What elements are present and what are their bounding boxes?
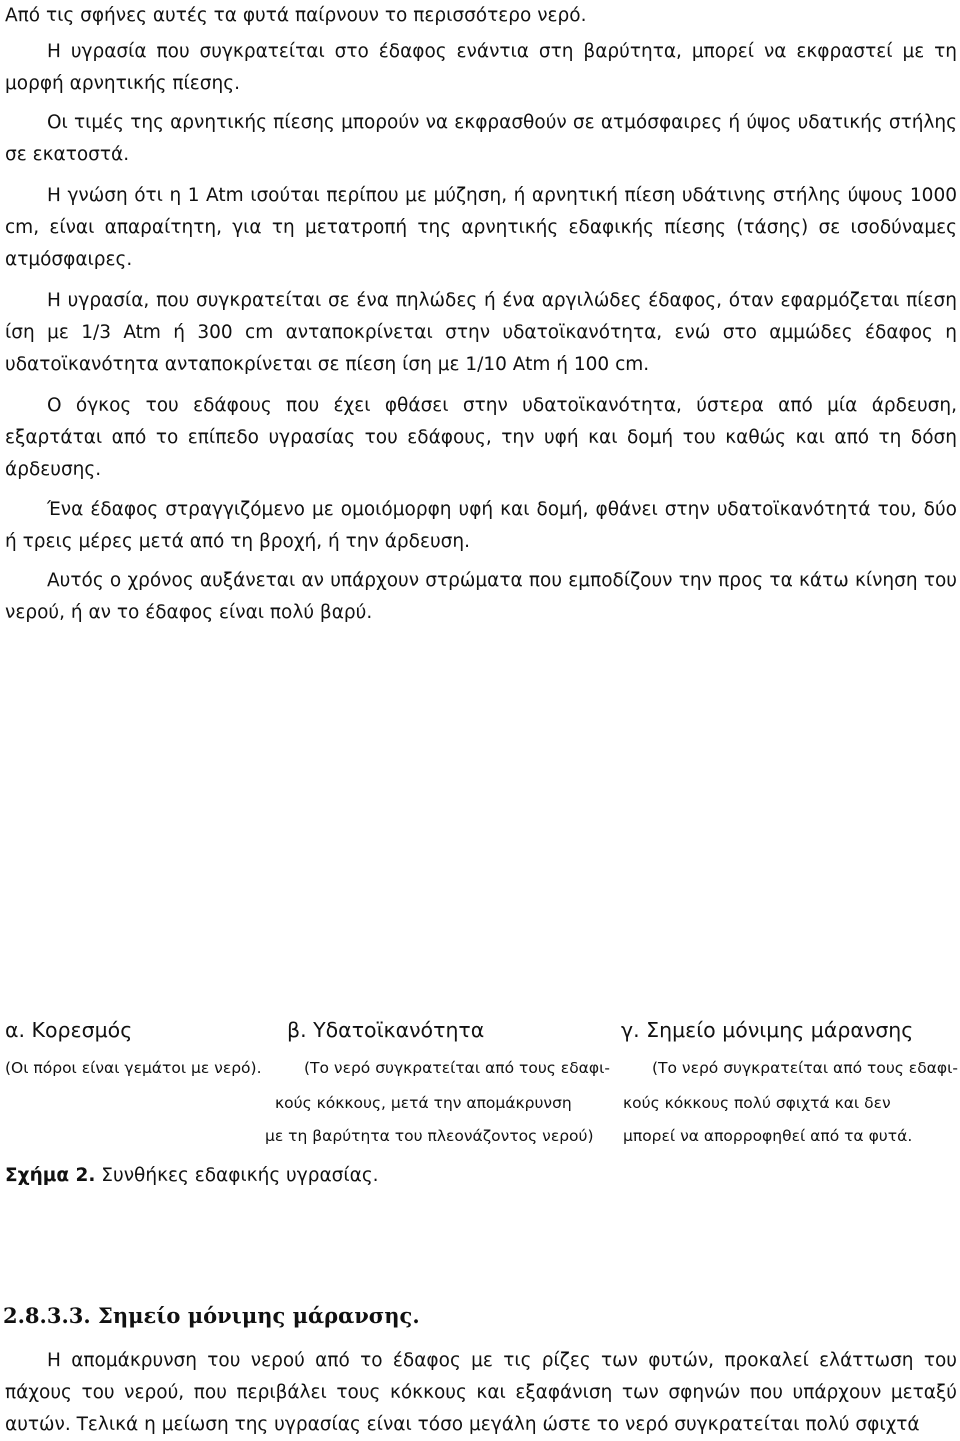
figure-caption-label: Σχήμα 2. (5, 1165, 96, 1186)
figure-panel-c-note-line: μπορεί να απορροφηθεί από τα φυτά. (623, 1127, 913, 1145)
figure-panel-c-note-line: (Το νερό συγκρατείται από τους εδαφι- (652, 1059, 958, 1077)
section-heading: 2.8.3.3. Σημείο μόνιμης μάρανσης. (3, 1303, 420, 1328)
figure-panel-c-note-line: κούς κόκκους πολύ σφιχτά και δεν (623, 1094, 891, 1112)
paragraph-field-capacity-pressure: Η υγρασία, που συγκρατείται σε ένα πηλώδες ή ένα αργιλώδες έδαφος, όταν εφαρμόζεται πίεση ίση με 1/3 Atm ή 300 cm ανταποκρίνεται στην υδατοϊκανότητα, ενώ στο αμμώδες έδαφος η υδατοϊκανότητα ανταποκρίνεται σε πίεση ίση με 1/10 Atm ή 100 cm. (5, 290, 957, 375)
paragraph-drained-soil: Ένα έδαφος στραγγιζόμενο με ομοιόμορφη υφή και δομή, φθάνει στην υδατοϊκανότητά του, δύο ή τρεις μέρες μετά από τη βροχή, ή την άρδευση. (5, 499, 957, 552)
paragraph-negative-pressure: Η υγρασία που συγκρατείται στο έδαφος ενάντια στη βαρύτητα, μπορεί να εκφραστεί με τη μορφή αρνητικής πίεσης. (5, 41, 957, 94)
figure-panel-b-note-line: με τη βαρύτητα του πλεονάζοντος νερού) (265, 1127, 594, 1145)
figure-caption-text: Συνθήκες εδαφικής υγρασίας. (101, 1165, 379, 1186)
figure-panel-c-caption: γ. Σημείο μόνιμης μάρανσης (621, 1018, 914, 1042)
figure-caption (5, 1165, 379, 1186)
paragraph-pressure-units: Οι τιμές της αρνητικής πίεσης μπορούν να εκφρασθούν σε ατμόσφαιρες ή ύψος υδατικής στήλης σε εκατοστά. (5, 112, 957, 165)
paragraph-time-increase: Αυτός ο χρόνος αυξάνεται αν υπάρχουν στρώματα που εμποδίζουν την προς τα κάτω κίνηση του νερού, ή αν το έδαφος είναι πολύ βαρύ. (5, 570, 957, 623)
figure-panel-a-caption: α. Κορεσμός (5, 1018, 133, 1042)
paragraph-soil-volume: Ο όγκος του εδάφους που έχει φθάσει στην υδατοϊκανότητα, ύστερα από μία άρδευση, εξαρτάται από το επίπεδο υγρασίας του εδάφους, την υφή και δομή του καθώς και από τη δόση άρδευσης. (5, 395, 957, 480)
paragraph-atm-conversion: Η γνώση ότι η 1 Atm ισούται περίπου με μύζηση, ή αρνητική πίεση υδάτινης στήλης ύψους 1000 cm, είναι απαραίτητη, για τη μετατροπή της αρνητικής εδαφικής πίεσης (τάσης) σε ισοδύναμες ατμόσφαιρες. (5, 185, 957, 270)
figure-panel-a-note: (Οι πόροι είναι γεμάτοι με νερό). (5, 1059, 262, 1077)
figure-panel-b-note-line: (Το νερό συγκρατείται από τους εδαφι- (304, 1059, 610, 1077)
paragraph-wedges: Από τις σφήνες αυτές τα φυτά παίρνουν το περισσότερο νερό. (5, 5, 587, 26)
paragraph-wilting-point: Η απομάκρυνση του νερού από το έδαφος με τις ρίζες των φυτών, προκαλεί ελάττωση του πάχους του νερού, που περιβάλει τους κόκκους και εξαφάνιση των σφηνών που υπάρχουν μεταξύ αυτών. Τελικά η μείωση της υγρασίας είναι τόσο μεγάλη ώστε το νερό συγκρατείται πολύ σφιχτά (5, 1350, 957, 1435)
figure-panel-b-caption: β. Υδατοϊκανότητα (287, 1018, 485, 1042)
figure-panel-b-note-line: κούς κόκκους, μετά την απομάκρυνση (275, 1094, 572, 1112)
